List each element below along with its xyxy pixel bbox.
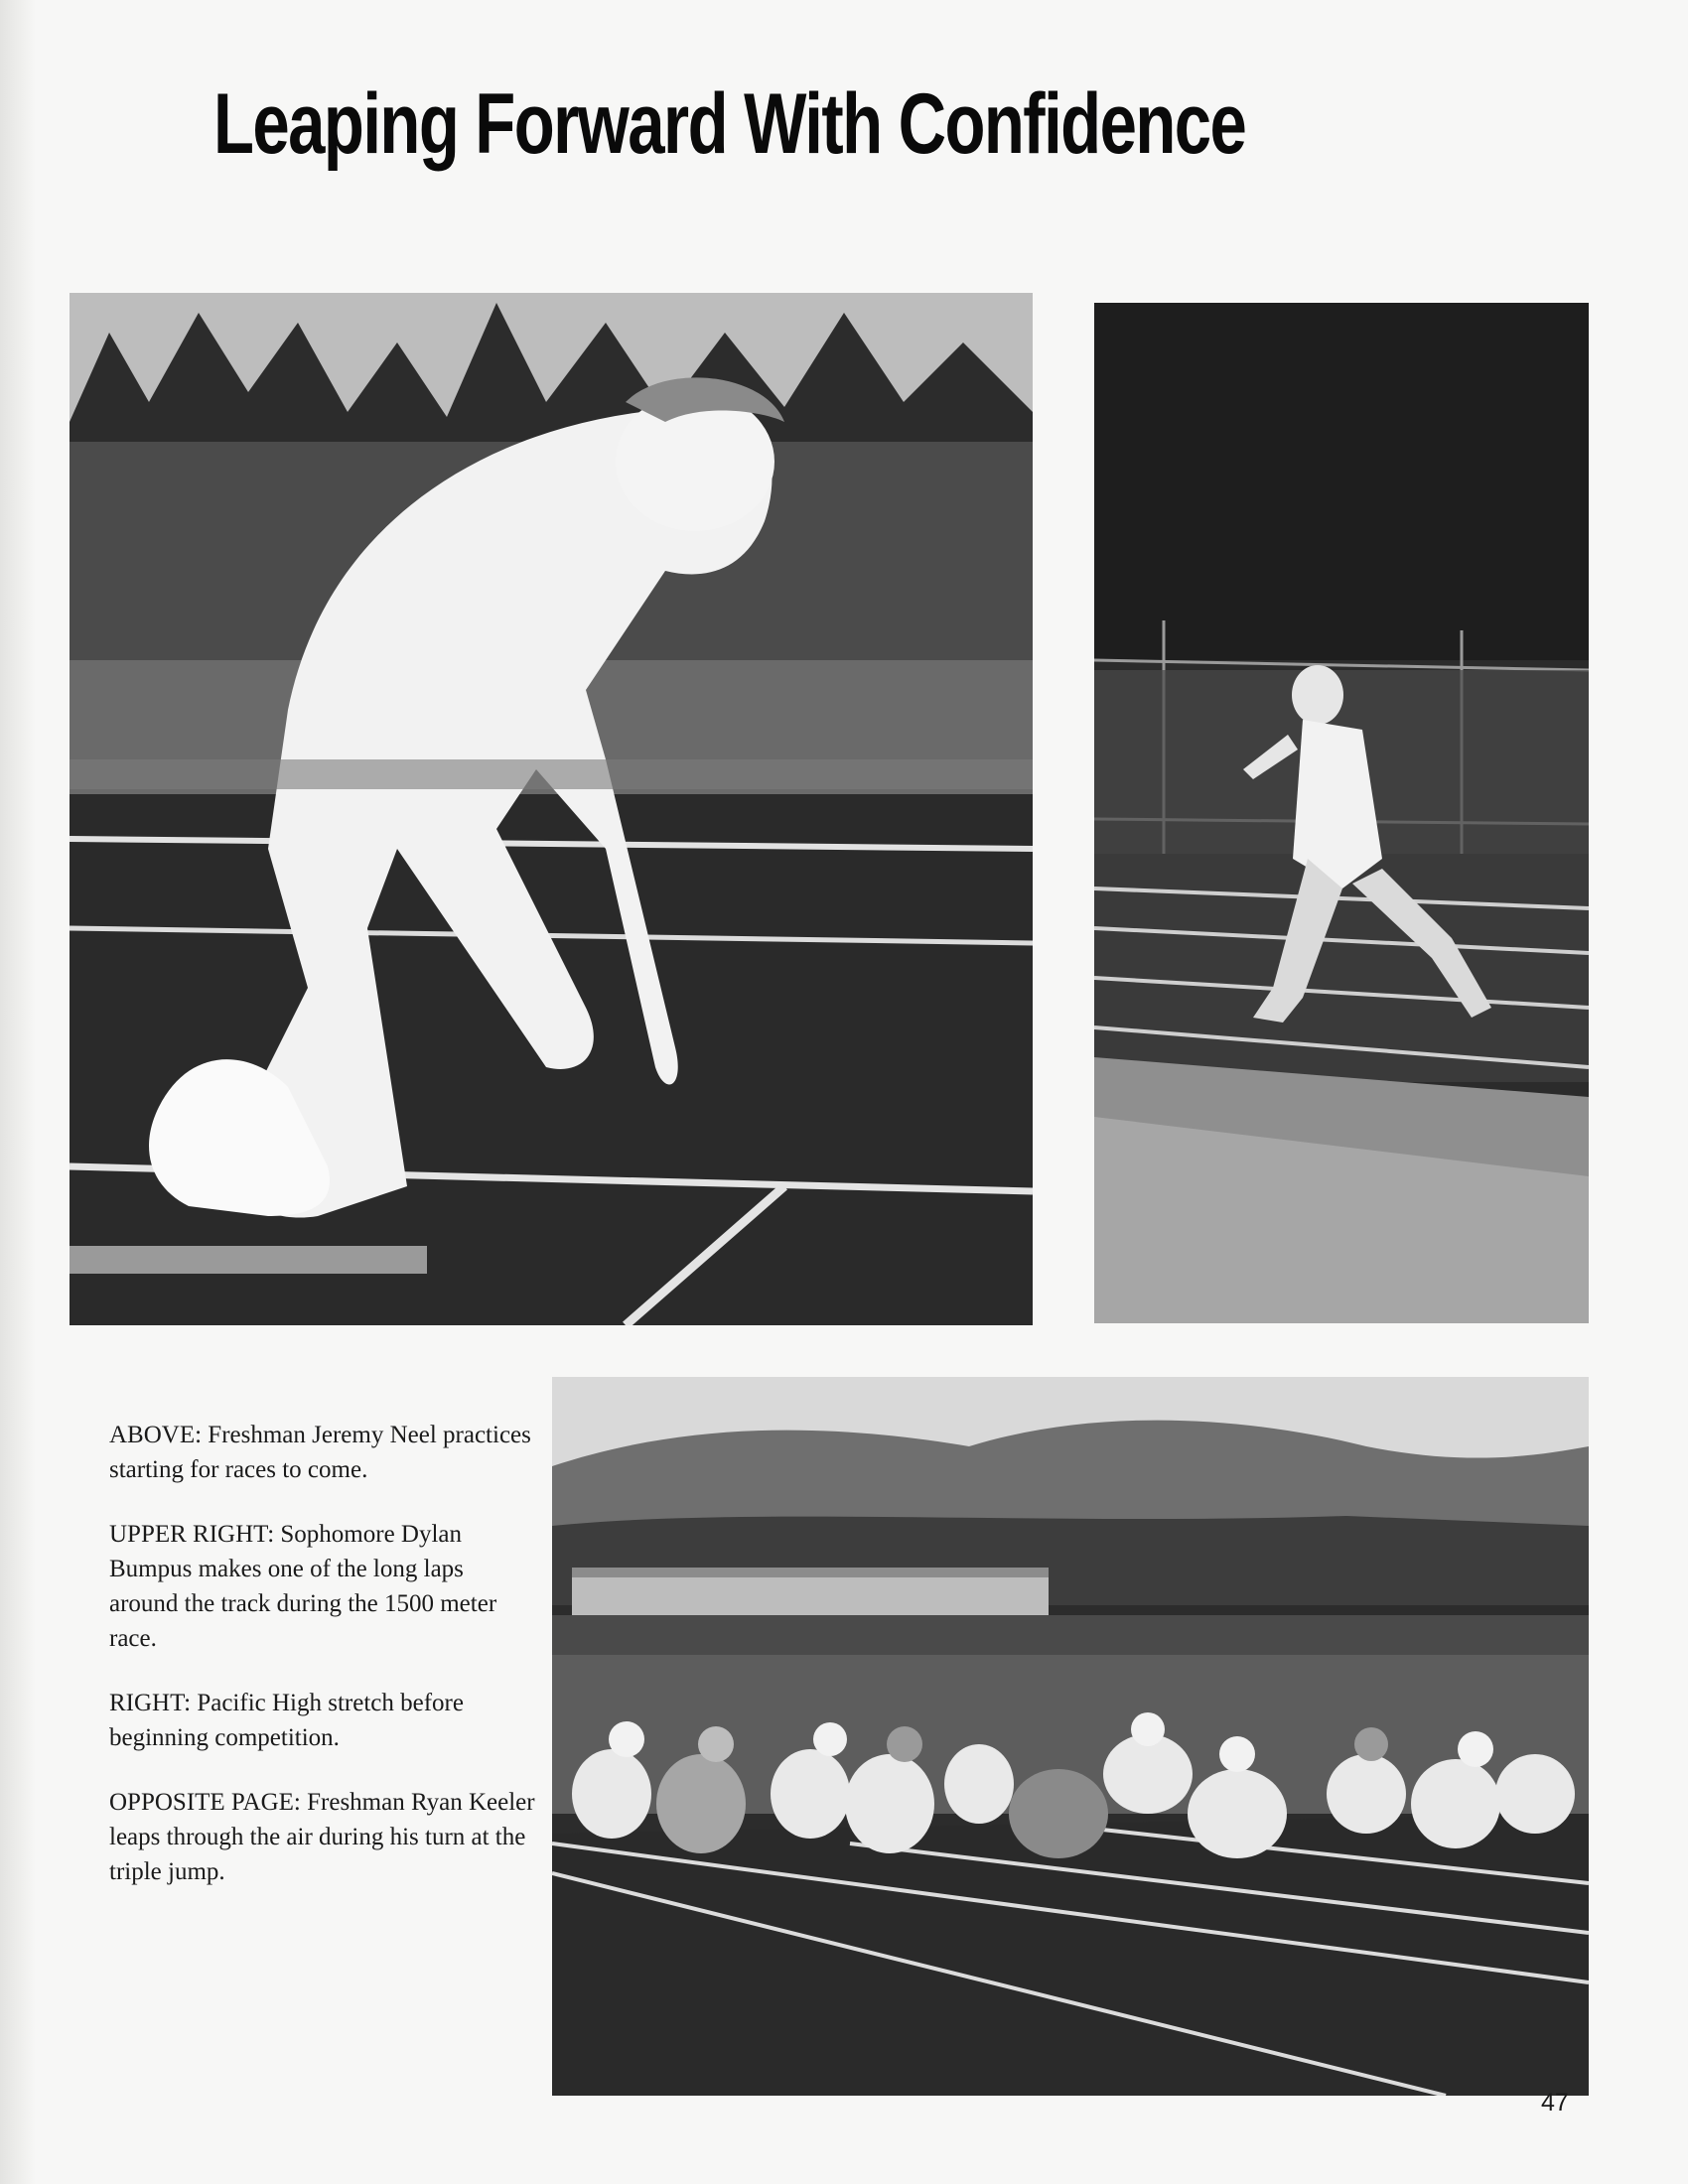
page-number: 47	[1541, 2089, 1569, 2116]
page-title: Leaping Forward With Confidence	[213, 76, 1246, 172]
caption-opposite-page: OPPOSITE PAGE: Freshman Ryan Keeler leaps through the air during his turn at the triple jump.	[109, 1789, 535, 1885]
photo-runner-on-track	[1094, 303, 1589, 1323]
caption-right: RIGHT: Pacific High stretch before beginning competition.	[109, 1690, 464, 1751]
page-gutter-shadow	[0, 0, 36, 2184]
photo-athlete-starting-blocks	[70, 293, 1033, 1325]
photo-team-stretching	[552, 1377, 1589, 2096]
caption-above: ABOVE: Freshman Jeremy Neel practices starting for races to come.	[109, 1422, 531, 1483]
photo-captions	[109, 1418, 536, 1919]
caption-upper-right: UPPER RIGHT: Sophomore Dylan Bumpus makes one of the long laps around the track during the 1500 meter race.	[109, 1521, 497, 1652]
